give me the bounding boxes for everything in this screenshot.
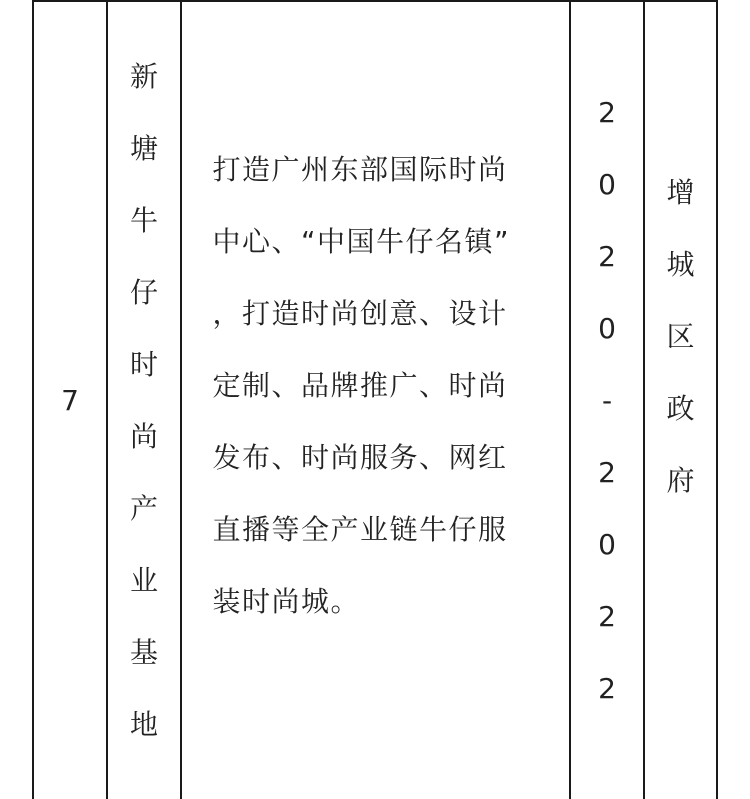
period-char: - — [601, 383, 613, 417]
project-name-char: 尚 — [129, 419, 158, 453]
project-name-char: 产 — [129, 491, 158, 525]
department-char: 城 — [666, 247, 695, 281]
index-cell — [34, 2, 106, 799]
row-index: 7 — [61, 384, 79, 417]
content-line: 打造广州东部国际时尚 — [212, 152, 508, 186]
department-cell — [645, 2, 716, 799]
department-char: 区 — [666, 319, 695, 353]
content-line: 直播等全产业链牛仔服 — [212, 512, 508, 546]
period-char: 2 — [598, 671, 616, 705]
content-line: 发布、时尚服务、网红 — [212, 440, 508, 474]
project-name-char: 时 — [129, 347, 158, 381]
project-name-char: 塘 — [129, 131, 158, 165]
project-name-char: 新 — [129, 59, 158, 93]
department-char: 增 — [666, 175, 695, 209]
department-char: 政 — [666, 391, 695, 425]
period-char: 0 — [598, 311, 616, 345]
project-period — [598, 77, 616, 725]
period-char: 0 — [598, 527, 616, 561]
period-char: 2 — [598, 599, 616, 633]
content-cell — [182, 2, 569, 799]
period-char: 0 — [598, 167, 616, 201]
responsible-department — [666, 157, 694, 517]
period-cell — [571, 2, 643, 799]
project-name — [130, 41, 158, 761]
project-name-char: 业 — [129, 563, 158, 597]
project-content — [213, 134, 539, 638]
period-char: 2 — [598, 239, 616, 273]
project-name-char: 基 — [129, 635, 158, 669]
department-char: 府 — [666, 463, 695, 497]
period-char: 2 — [598, 95, 616, 129]
period-char: 2 — [598, 455, 616, 489]
project-name-char: 牛 — [129, 203, 158, 237]
project-name-char: 地 — [129, 707, 158, 741]
content-line: 定制、品牌推广、时尚 — [212, 368, 508, 402]
project-name-cell — [108, 2, 180, 799]
content-line: ，打造时尚创意、设计 — [212, 296, 508, 330]
project-name-char: 仔 — [129, 275, 158, 309]
content-line: 装时尚城。 — [212, 584, 361, 618]
table-border-right — [716, 0, 718, 799]
content-line: 中心、“中国牛仔名镇” — [212, 224, 511, 258]
